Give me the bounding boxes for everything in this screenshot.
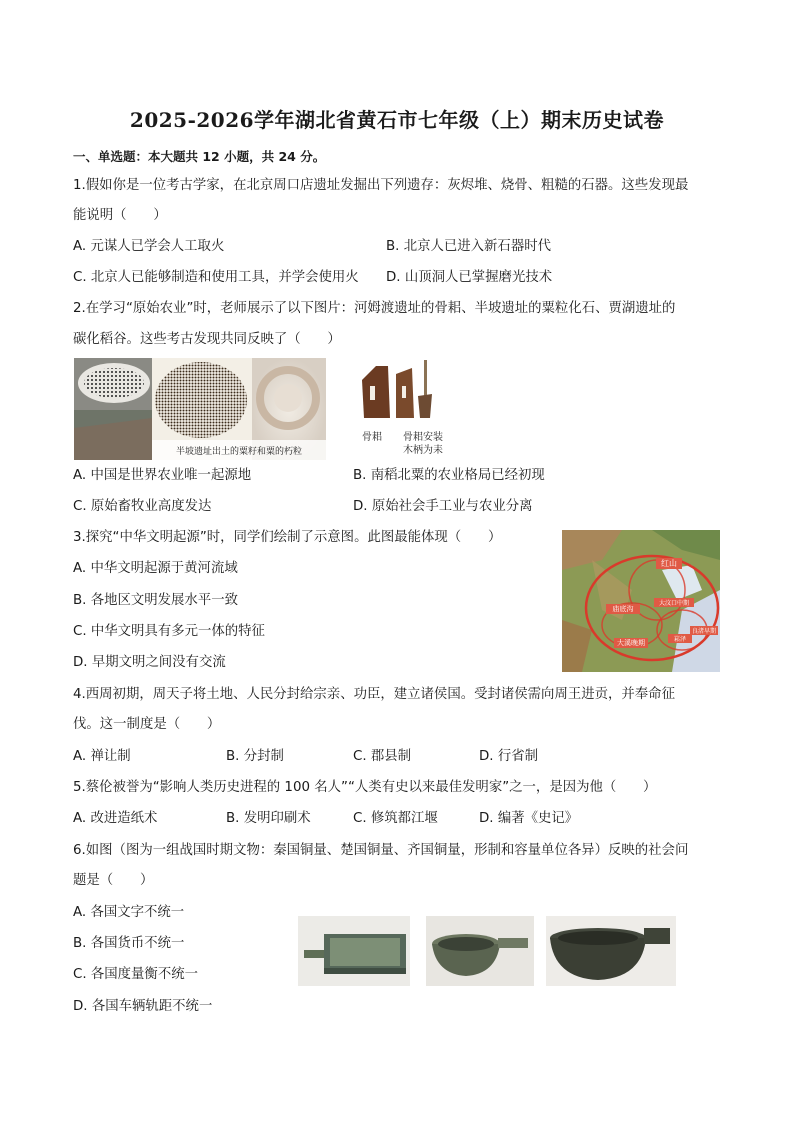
question-2-option-d[interactable]: D. 原始社会手工业与农业分离 xyxy=(353,499,533,514)
question-4-option-d[interactable]: D. 行省制 xyxy=(479,749,538,764)
bone-spade-caption-1: 骨耜 xyxy=(362,432,382,443)
question-4-option-c[interactable]: C. 郡县制 xyxy=(353,749,412,764)
question-4-stem-line1: 4.西周初期，周天子将土地、人民分封给宗亲、功臣，建立诸侯国。受封诸侯需向周王进贡，并奉命征 xyxy=(73,687,675,702)
question-4-stem-line2: 伐。这一制度是（ ） xyxy=(73,717,221,732)
question-3-stem: 3.探究“中华文明起源”时，同学们绘制了示意图。此图最能体现（ ） xyxy=(73,530,502,545)
question-2-option-a[interactable]: A. 中国是世界农业唯一起源地 xyxy=(73,468,252,483)
question-2-stem-line2: 碳化稻谷。这些考古发现共同反映了（ ） xyxy=(73,332,341,347)
map-label-daxi: 大溪晚期 xyxy=(614,638,648,648)
question-2-stem-line1: 2.在学习“原始农业”时，老师展示了以下图片：河姆渡遗址的骨耜、半坡遗址的粟粒化石、贾湖遗址的 xyxy=(73,301,676,316)
section-heading: 一、单选题：本大题共 12 小题，共 24 分。 xyxy=(73,149,326,164)
question-2-option-b[interactable]: B. 南稻北粟的农业格局已经初现 xyxy=(353,468,545,483)
question-2-option-c[interactable]: C. 原始畜牧业高度发达 xyxy=(73,499,212,514)
question-3-option-b[interactable]: B. 各地区文明发展水平一致 xyxy=(73,593,238,608)
question-6-option-b[interactable]: B. 各国货币不统一 xyxy=(73,936,185,951)
map-label-dawenkou: 大汶口中期 xyxy=(654,598,694,607)
question-6-option-a[interactable]: A. 各国文字不统一 xyxy=(73,905,185,920)
question-3-option-a[interactable]: A. 中华文明起源于黄河流域 xyxy=(73,561,238,576)
millet-photo-caption: 半坡遗址出土的粟籽和粟的朽粒 xyxy=(175,447,302,457)
question-6-stem-line1: 6.如图（图为一组战国时期文物：秦国铜量、楚国铜量、齐国铜量，形制和容量单位各异）反映的社会问 xyxy=(73,843,689,858)
question-5-option-d[interactable]: D. 编著《史记》 xyxy=(479,811,579,826)
question-1-option-a[interactable]: A. 元谋人已学会人工取火 xyxy=(73,239,225,254)
question-6-stem-line2: 题是（ ） xyxy=(73,873,154,888)
map-label-songze: 崧泽 xyxy=(668,634,692,643)
chu-bronze-measure-photo xyxy=(426,916,534,986)
civilization-origin-map xyxy=(562,530,720,672)
question-6-option-d[interactable]: D. 各国车辆轨距不统一 xyxy=(73,999,213,1014)
question-1-option-b[interactable]: B. 北京人已进入新石器时代 xyxy=(386,239,551,254)
question-6-option-c[interactable]: C. 各国度量衡不统一 xyxy=(73,967,198,982)
question-4-option-a[interactable]: A. 禅让制 xyxy=(73,749,131,764)
question-5-option-c[interactable]: C. 修筑都江堰 xyxy=(353,811,438,826)
question-1-stem-line2: 能说明（ ） xyxy=(73,208,167,223)
question-1-option-c[interactable]: C. 北京人已能够制造和使用工具，并学会使用火 xyxy=(73,270,359,285)
question-4-option-b[interactable]: B. 分封制 xyxy=(226,749,284,764)
millet-photo-collage xyxy=(74,358,326,460)
question-5-option-a[interactable]: A. 改进造纸术 xyxy=(73,811,158,826)
bone-spade-caption-2: 骨耜安装 xyxy=(403,432,443,443)
map-label-miaodigou: 庙底沟 xyxy=(606,604,640,614)
page-title: 2025-2026学年湖北省黄石市七年级（上）期末历史试卷 xyxy=(129,108,665,132)
question-1-option-d[interactable]: D. 山顶洞人已掌握磨光技术 xyxy=(386,270,553,285)
question-1-stem-line1: 1.假如你是一位考古学家，在北京周口店遗址发掘出下列遗存：灰烬堆、烧骨、粗糙的石器。这些发现最 xyxy=(73,178,689,193)
map-label-hongshan: 红山 xyxy=(656,558,682,569)
bone-spade-caption-3: 木柄为耒 xyxy=(403,445,443,456)
question-5-option-b[interactable]: B. 发明印刷术 xyxy=(226,811,311,826)
qin-bronze-measure-photo xyxy=(298,916,410,986)
map-label-liangzhu: 良渚早期 xyxy=(691,628,716,635)
qi-bronze-measure-photo xyxy=(546,916,676,986)
question-3-option-d[interactable]: D. 早期文明之间没有交流 xyxy=(73,655,226,670)
question-3-option-c[interactable]: C. 中华文明具有多元一体的特征 xyxy=(73,624,265,639)
question-5-stem: 5.蔡伦被誉为“影响人类历史进程的 100 名人”“人类有史以来最佳发明家”之一，是因为他（ ） xyxy=(73,780,657,795)
